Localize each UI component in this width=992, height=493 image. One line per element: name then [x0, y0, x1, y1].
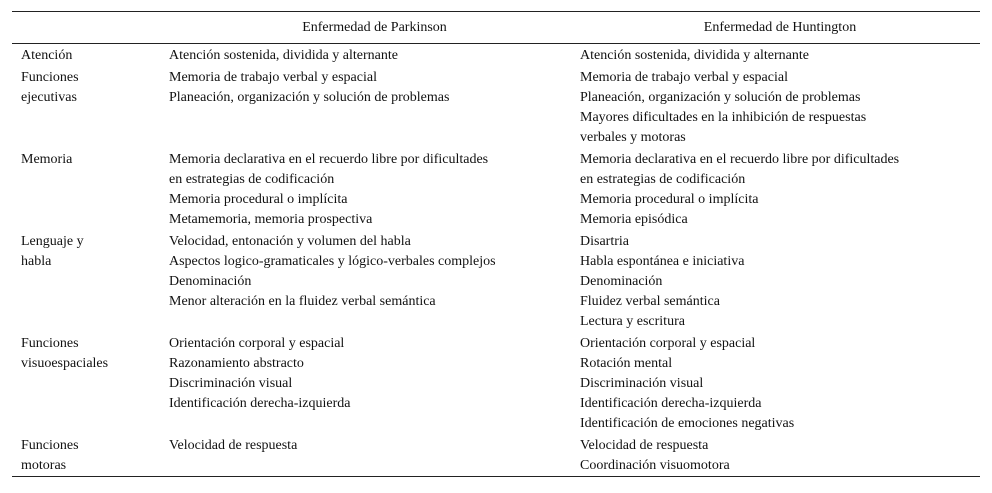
parkinson-item: Memoria procedural o implícita — [169, 192, 348, 207]
huntington-item: Denominación — [580, 274, 663, 289]
parkinson-item: Memoria declarativa en el recuerdo libre por dificultades — [169, 152, 489, 167]
parkinson-item: Memoria de trabajo verbal y espacial — [169, 70, 377, 85]
huntington-item: verbales y motoras — [580, 130, 686, 145]
huntington-item: Orientación corporal y espacial — [580, 336, 756, 351]
cell-huntington — [580, 332, 980, 434]
huntington-item: Lectura y escritura — [580, 314, 685, 329]
cell-parkinson — [169, 230, 580, 332]
row-category: Atención — [21, 48, 73, 63]
huntington-item: Velocidad de respuesta — [580, 438, 709, 453]
header-parkinson: Enfermedad de Parkinson — [302, 19, 447, 35]
huntington-item: Habla espontánea e iniciativa — [580, 254, 745, 269]
cell-parkinson — [169, 66, 580, 148]
cell-huntington — [580, 148, 980, 230]
huntington-item: Memoria de trabajo verbal y espacial — [580, 70, 788, 85]
parkinson-item: Velocidad, entonación y volumen del habla — [169, 234, 411, 249]
header-category — [12, 12, 169, 44]
table-header — [12, 12, 980, 44]
table-row — [12, 44, 980, 67]
row-category: Lenguaje y habla — [21, 234, 84, 269]
row-category: Funciones motoras — [21, 438, 79, 473]
huntington-item: Planeación, organización y solución de problemas — [580, 90, 861, 105]
table-row — [12, 148, 980, 230]
huntington-item: Coordinación visuomotora — [580, 458, 730, 473]
cell-parkinson — [169, 148, 580, 230]
header-huntington: Enfermedad de Huntington — [703, 19, 857, 35]
huntington-item: Identificación derecha-izquierda — [580, 396, 762, 411]
parkinson-item: Denominación — [169, 274, 252, 289]
parkinson-item: Orientación corporal y espacial — [169, 336, 345, 351]
row-category: Funciones ejecutivas — [21, 70, 79, 105]
comparison-table-container — [12, 11, 980, 477]
parkinson-item: Velocidad de respuesta — [169, 438, 298, 453]
huntington-item: Memoria procedural o implícita — [580, 192, 759, 207]
parkinson-item: Metamemoria, memoria prospectiva — [169, 212, 373, 227]
cell-huntington — [580, 230, 980, 332]
parkinson-item: Planeación, organización y solución de problemas — [169, 90, 450, 105]
row-category: Funciones visuoespaciales — [21, 336, 109, 371]
parkinson-item: Discriminación visual — [169, 376, 293, 391]
table-body — [12, 44, 980, 477]
parkinson-item: Razonamiento abstracto — [169, 356, 304, 371]
table-row — [12, 66, 980, 148]
parkinson-item: Atención sostenida, dividida y alternante — [169, 48, 398, 63]
huntington-item: Rotación mental — [580, 356, 673, 371]
row-category: Memoria — [21, 152, 73, 167]
table-row — [12, 332, 980, 434]
parkinson-item: Identificación derecha-izquierda — [169, 396, 351, 411]
huntington-item: Mayores dificultades en la inhibición de respuestas — [580, 110, 867, 125]
huntington-item: Fluidez verbal semántica — [580, 294, 720, 309]
huntington-item: Identificación de emociones negativas — [580, 416, 795, 431]
header-row — [12, 12, 980, 44]
huntington-item: Memoria declarativa en el recuerdo libre por dificultades — [580, 152, 900, 167]
huntington-item: en estrategias de codificación — [580, 172, 746, 187]
huntington-item: Discriminación visual — [580, 376, 704, 391]
parkinson-item: Menor alteración en la fluidez verbal semántica — [169, 294, 436, 309]
huntington-item: Disartria — [580, 234, 629, 249]
parkinson-item: en estrategias de codificación — [169, 172, 335, 187]
huntington-item: Atención sostenida, dividida y alternante — [580, 48, 809, 63]
cell-huntington — [580, 44, 980, 67]
cell-parkinson — [169, 332, 580, 434]
cell-huntington — [580, 434, 980, 477]
comparison-table — [12, 11, 980, 477]
cell-parkinson — [169, 434, 580, 477]
huntington-item: Memoria episódica — [580, 212, 688, 227]
cell-parkinson — [169, 44, 580, 67]
table-row — [12, 230, 980, 332]
parkinson-item: Aspectos logico-gramaticales y lógico-verbales complejos — [169, 254, 496, 269]
cell-huntington — [580, 66, 980, 148]
table-row — [12, 434, 980, 477]
